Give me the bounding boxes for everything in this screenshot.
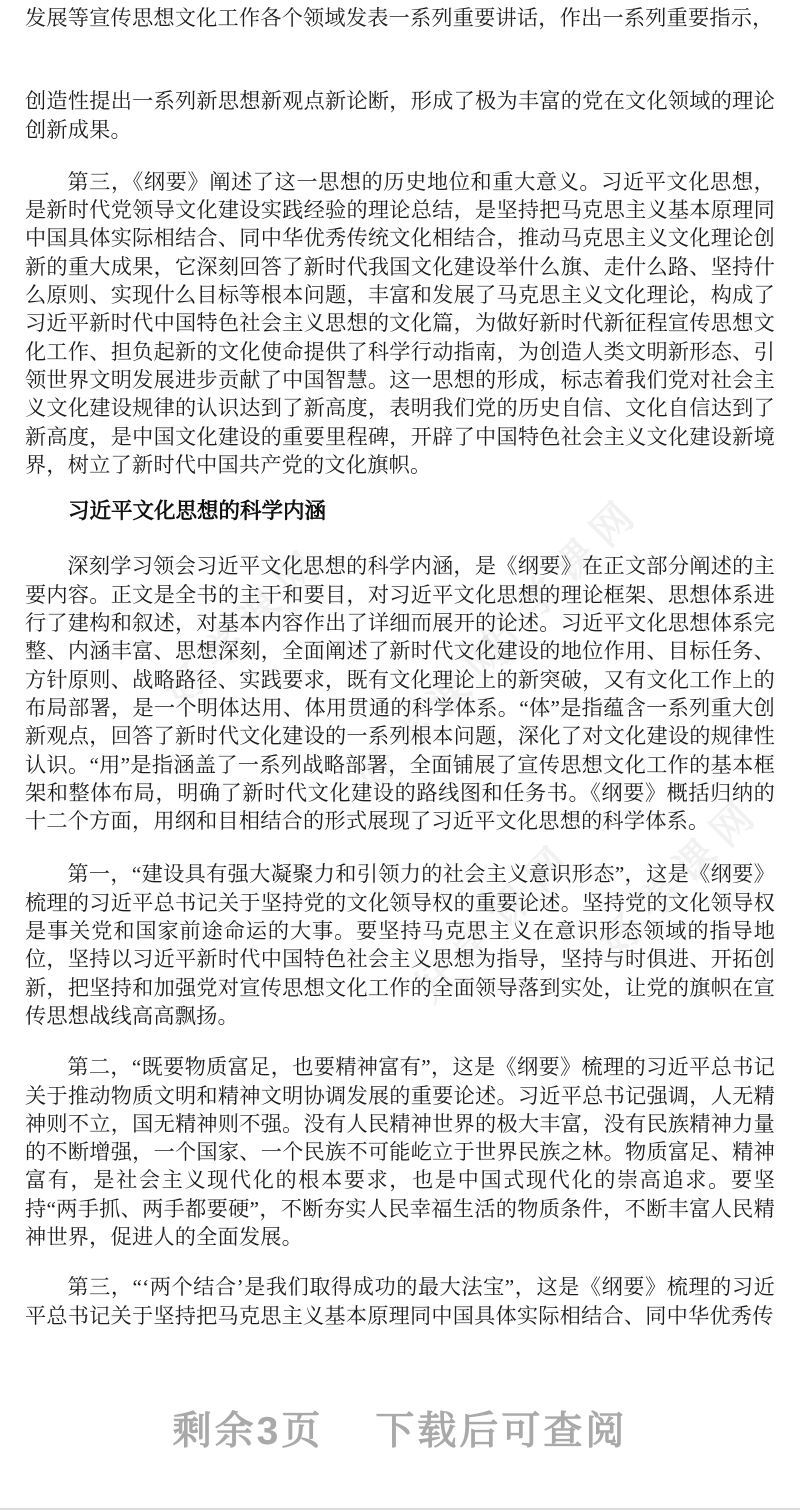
watermark-text: 好学课网 [592, 786, 771, 966]
pages-remaining-banner [0, 1400, 800, 1456]
section-heading: 习近平文化思想的科学内涵 [68, 499, 327, 524]
body-paragraph-connotation-intro: 深刻学习领会习近平文化思想的科学内涵，是《纲要》在正文部分阐述的主要内容。正文是全书的主干和要目，对习近平文化思想的理论框架、思想体系进行了建构和叙述，对基本内容作出了详细而展开的论述。习近平文化思想体系完整、内涵丰富、思想深刻，全面阐述了新时代文化建设的地位作用、目标任务、方针原则、战略路径、实践要求，既有文化理论上的新突破，又有文化工作上的布局部署，是一个明体达用、体用贯通的科学体系。“体”是指蕴含一系列重大创新观点，回答了新时代文化建设的一系列根本问题，深化了对文化建设的规律性认识。“用”是指涵盖了一系列战略部署，全面铺展了宣传思想文化工作的基本框架和整体布局，明确了新时代文化建设的路线图和任务书。《纲要》概括归纳的十二个方面，用纲和目相结合的形式展现了习近平文化思想的科学体系。 [25, 554, 775, 834]
watermark-text: 好学课网 [472, 486, 651, 666]
body-paragraph-point-two: 第二，“既要物质富足，也要精神富有”，这是《纲要》梳理的习近平总书记关于推动物质文明和精神文明协调发展的重要论述。习近平总书记强调，人无精神则不立，国无精神则不强。没有人民精神世界的极大丰富，没有民族精神力量的不断增强，一个国家、一个民族不可能屹立于世界民族之林。物质富足、精神富有，是社会主义现代化的根本要求，也是中国式现代化的崇高追求。要坚持“两手抓、两手都要硬”，不断夯实人民幸福生活的物质条件，不断丰富人民精神世界，促进人的全面发展。 [25, 1055, 775, 1249]
remaining-pages-label: 剩余3页 [172, 1410, 324, 1453]
body-paragraph-point-three-significance: 第三，《纲要》阐述了这一思想的历史地位和重大意义。习近平文化思想，是新时代党领导文化建设实践经验的理论总结，是坚持把马克思主义基本原理同中国具体实际相结合、同中华优秀传统文化相结合，推动马克思主义文化理论创新的重大成果，它深刻回答了新时代我国文化建设举什么旗、走什么路、坚持什么原则、实现什么目标等根本问题，丰富和发展了马克思主义文化理论，构成了习近平新时代中国特色社会主义思想的文化篇，为做好新时代新征程宣传思想文化工作、担负起新的文化使命提供了科学行动指南，为创造人类文明新形态、引领世界文明发展进步贡献了中国智慧。这一思想的形成，标志着我们党对社会主义文化建设规律的认识达到了新高度，表明我们党的历史自信、文化自信达到了新高度，是中国文化建设的重要里程碑，开辟了中国特色社会主义文化建设新境界，树立了新时代中国共产党的文化旗帜。 [25, 169, 775, 477]
body-paragraph-top-fragment: 发展等宣传思想文化工作各个领域发表一系列重要讲话，作出一系列重要指示， [25, 6, 774, 30]
download-hint-label: 下载后可查阅 [375, 1410, 628, 1453]
watermark-text: 好学课网 [407, 831, 586, 1011]
body-paragraph-continuation: 创造性提出一系列新思想新观点新论断，形成了极为丰富的党在文化领域的理论创新成果。 [25, 89, 775, 142]
watermark-text: 好学课网 [157, 536, 336, 716]
body-paragraph-point-one: 第一，“建设具有强大凝聚力和引领力的社会主义意识形态”，这是《纲要》梳理的习近平总书记关于坚持党的文化领导权的重要论述。坚持党的文化领导权是事关党和国家前途命运的大事。要坚持马克思主义在意识形态领域的指导地位，坚持以习近平新时代中国特色社会主义思想为指导，坚持与时俱进、开拓创新，把坚持和加强党对宣传思想文化工作的全面领导落到实处，让党的旗帜在宣传思想战线高高飘扬。 [25, 862, 775, 1028]
body-paragraph-point-three-truncated: 第三，“‘两个结合’是我们取得成功的最大法宝”，这是《纲要》梳理的习近平总书记关于坚持把马克思主义基本原理同中国具体实际相结合、同中华优秀传 [25, 1275, 775, 1328]
watermark-text: 好学课网 [347, 621, 526, 801]
